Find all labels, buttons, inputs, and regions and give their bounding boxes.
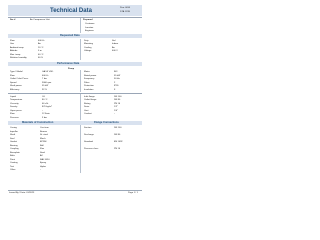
- row-label: Rating: [84, 102, 91, 105]
- row-value: 55 kW: [114, 74, 121, 77]
- section-title-flanges: Flange Connections: [94, 120, 119, 124]
- row-label: Vapor press.: [10, 109, 23, 112]
- row-value: IE3: [114, 71, 118, 73]
- row-value: 20 °C: [38, 46, 44, 49]
- row-value: F: [114, 88, 116, 91]
- row-value: EN 1092: [114, 141, 123, 143]
- row-value: Std: [112, 39, 116, 42]
- row-label: Shaft: [10, 134, 16, 136]
- row-value: DN 100: [114, 127, 122, 129]
- row-label: Efficiency: [10, 88, 20, 91]
- row-value: 400 V: [112, 50, 118, 52]
- row-value: 55 kW: [42, 85, 49, 87]
- row-value: IP55: [114, 85, 119, 87]
- row-value: 80 °C: [42, 99, 48, 101]
- row-label: Coupling: [10, 148, 19, 150]
- row-value: PN 16: [114, 148, 121, 150]
- row-label: Altitude: [10, 50, 18, 52]
- subsection-title: Pump: [68, 67, 75, 70]
- row-label: Speed: [10, 81, 17, 84]
- row-label: Liquid: [10, 95, 16, 98]
- row-label: Discharge: [84, 134, 94, 136]
- row-label: Temperature: [10, 99, 23, 101]
- row-label: Mounting: [84, 43, 93, 45]
- row-value: EPDM: [40, 141, 47, 143]
- row-label: Duty: [84, 39, 89, 42]
- row-value: GA 55 VSD: [42, 71, 54, 73]
- column-divider: [80, 70, 81, 92]
- row-label: Max. temp.: [10, 53, 21, 56]
- row-label: Poles: [84, 81, 90, 84]
- row-value: Bronze: [40, 130, 47, 133]
- row-value: 400 l/s: [38, 39, 45, 42]
- prepared-row-2: Location: [85, 26, 94, 29]
- row-value: St. steel: [40, 134, 48, 136]
- row-value: Mech.: [40, 137, 46, 140]
- divider: [8, 93, 142, 94]
- row-label: Gasket: [10, 141, 17, 143]
- row-value: 2: [114, 81, 116, 84]
- column-divider: [80, 18, 81, 33]
- row-value: DN 80: [114, 99, 121, 101]
- row-label: Voltage: [84, 50, 92, 52]
- row-label: Rated power: [84, 74, 97, 77]
- footer-divider: [8, 190, 142, 191]
- row-label: Test: [10, 165, 15, 168]
- meta-line-1: Proc 0016: [120, 7, 130, 9]
- row-value: -: [42, 109, 43, 112]
- row-value: -: [40, 169, 41, 171]
- footer-page: Page 1 / 1: [128, 192, 138, 194]
- row-label: Flow: [10, 39, 15, 42]
- row-label: Shaft power: [10, 85, 22, 87]
- row-value: DN 100: [114, 95, 122, 98]
- row-value: 92 %: [42, 88, 47, 91]
- meta-line-2: DTA 11/35: [120, 11, 131, 13]
- row-value: Air: [112, 46, 115, 49]
- row-value: Epoxy: [40, 162, 47, 164]
- divider: [8, 17, 142, 18]
- row-label: Other: [10, 169, 16, 171]
- row-label: Frequency: [84, 78, 95, 80]
- row-label: Seal: [10, 137, 15, 140]
- column-divider: [80, 94, 81, 120]
- row-label: Coating: [10, 162, 18, 164]
- section-title-materials: Materials of Construction: [22, 120, 54, 124]
- row-value: 3 bar: [42, 116, 47, 119]
- row-value: 0 m: [38, 50, 42, 52]
- row-label: Pressure class: [84, 148, 99, 150]
- row-label: Pressure: [10, 116, 19, 119]
- row-value: Hydro: [40, 165, 46, 168]
- row-label: Outlet / Inlet Press.: [10, 78, 29, 80]
- row-label: Drain: [84, 106, 90, 108]
- section-title-performance: Performance Data: [57, 61, 80, 65]
- row-label: Ambient temp.: [10, 46, 25, 49]
- prepared-title: Prepared: [83, 19, 93, 21]
- row-label: Suction: [84, 127, 92, 129]
- row-value: 60 %: [38, 57, 43, 59]
- row-value: Steel: [40, 151, 45, 154]
- column-divider: [80, 39, 81, 60]
- row-label: Inlet flange: [84, 95, 95, 98]
- row-label: Motor: [84, 71, 90, 73]
- cust-label: Ser #: [10, 19, 16, 21]
- row-value: -: [114, 113, 115, 115]
- row-value: Flex: [40, 148, 45, 150]
- row-value: 40 °C: [38, 53, 44, 56]
- row-value: PN 16: [114, 102, 121, 105]
- section-title-requested: Requested Data: [60, 33, 80, 37]
- row-label: Bolts: [10, 155, 15, 157]
- row-value: 50 Hz: [114, 78, 120, 80]
- row-label: Coolant: [84, 113, 92, 115]
- row-value: 3000 rpm: [42, 81, 52, 84]
- row-label: Flow: [10, 113, 15, 115]
- row-label: Standard: [84, 141, 93, 143]
- row-value: 7 bar: [42, 78, 47, 80]
- footer-issued: Issued By / Date: 01/2023: [9, 192, 35, 194]
- row-label: Viscosity: [10, 102, 19, 105]
- row-label: Outlet flange: [84, 99, 97, 101]
- row-value: 12 l/min: [42, 113, 50, 115]
- row-value: 1/4": [114, 109, 118, 112]
- row-label: Paint: [10, 158, 15, 161]
- column-divider: [80, 125, 81, 173]
- row-value: RAL 5010: [40, 158, 50, 161]
- row-label: Casing: [10, 127, 17, 129]
- row-value: Ball: [40, 144, 44, 147]
- row-label: Flow: [10, 74, 15, 77]
- row-value: Oil: [42, 95, 45, 98]
- cust-value: Air Compressor Unit: [30, 19, 50, 21]
- row-value: 46 cSt: [42, 102, 49, 105]
- row-value: Indoor: [112, 43, 119, 45]
- row-label: Insulation: [84, 88, 94, 91]
- prepared-row-1: Customer: [85, 23, 95, 25]
- row-label: Gas: [10, 43, 15, 45]
- row-value: DN 80: [114, 134, 121, 136]
- row-label: Cooling: [84, 46, 92, 49]
- page-title: Technical Data: [50, 8, 92, 14]
- row-value: Air: [38, 43, 41, 45]
- row-label: Impeller: [10, 130, 18, 133]
- row-label: Vent: [84, 109, 89, 112]
- row-label: Relative humidity: [10, 57, 27, 59]
- row-value: A2: [40, 155, 43, 157]
- row-label: Baseplate: [10, 151, 20, 154]
- row-label: Protection: [84, 85, 94, 87]
- row-value: 1/2": [114, 106, 118, 108]
- row-value: 870 kg/m³: [42, 106, 52, 108]
- row-label: Type / Model: [10, 71, 23, 73]
- row-label: Bearing: [10, 144, 18, 147]
- prepared-row-3: Engineer: [85, 30, 94, 32]
- row-value: 400 l/s: [42, 74, 49, 77]
- row-value: Cast iron: [40, 127, 49, 129]
- row-label: Density: [10, 106, 18, 108]
